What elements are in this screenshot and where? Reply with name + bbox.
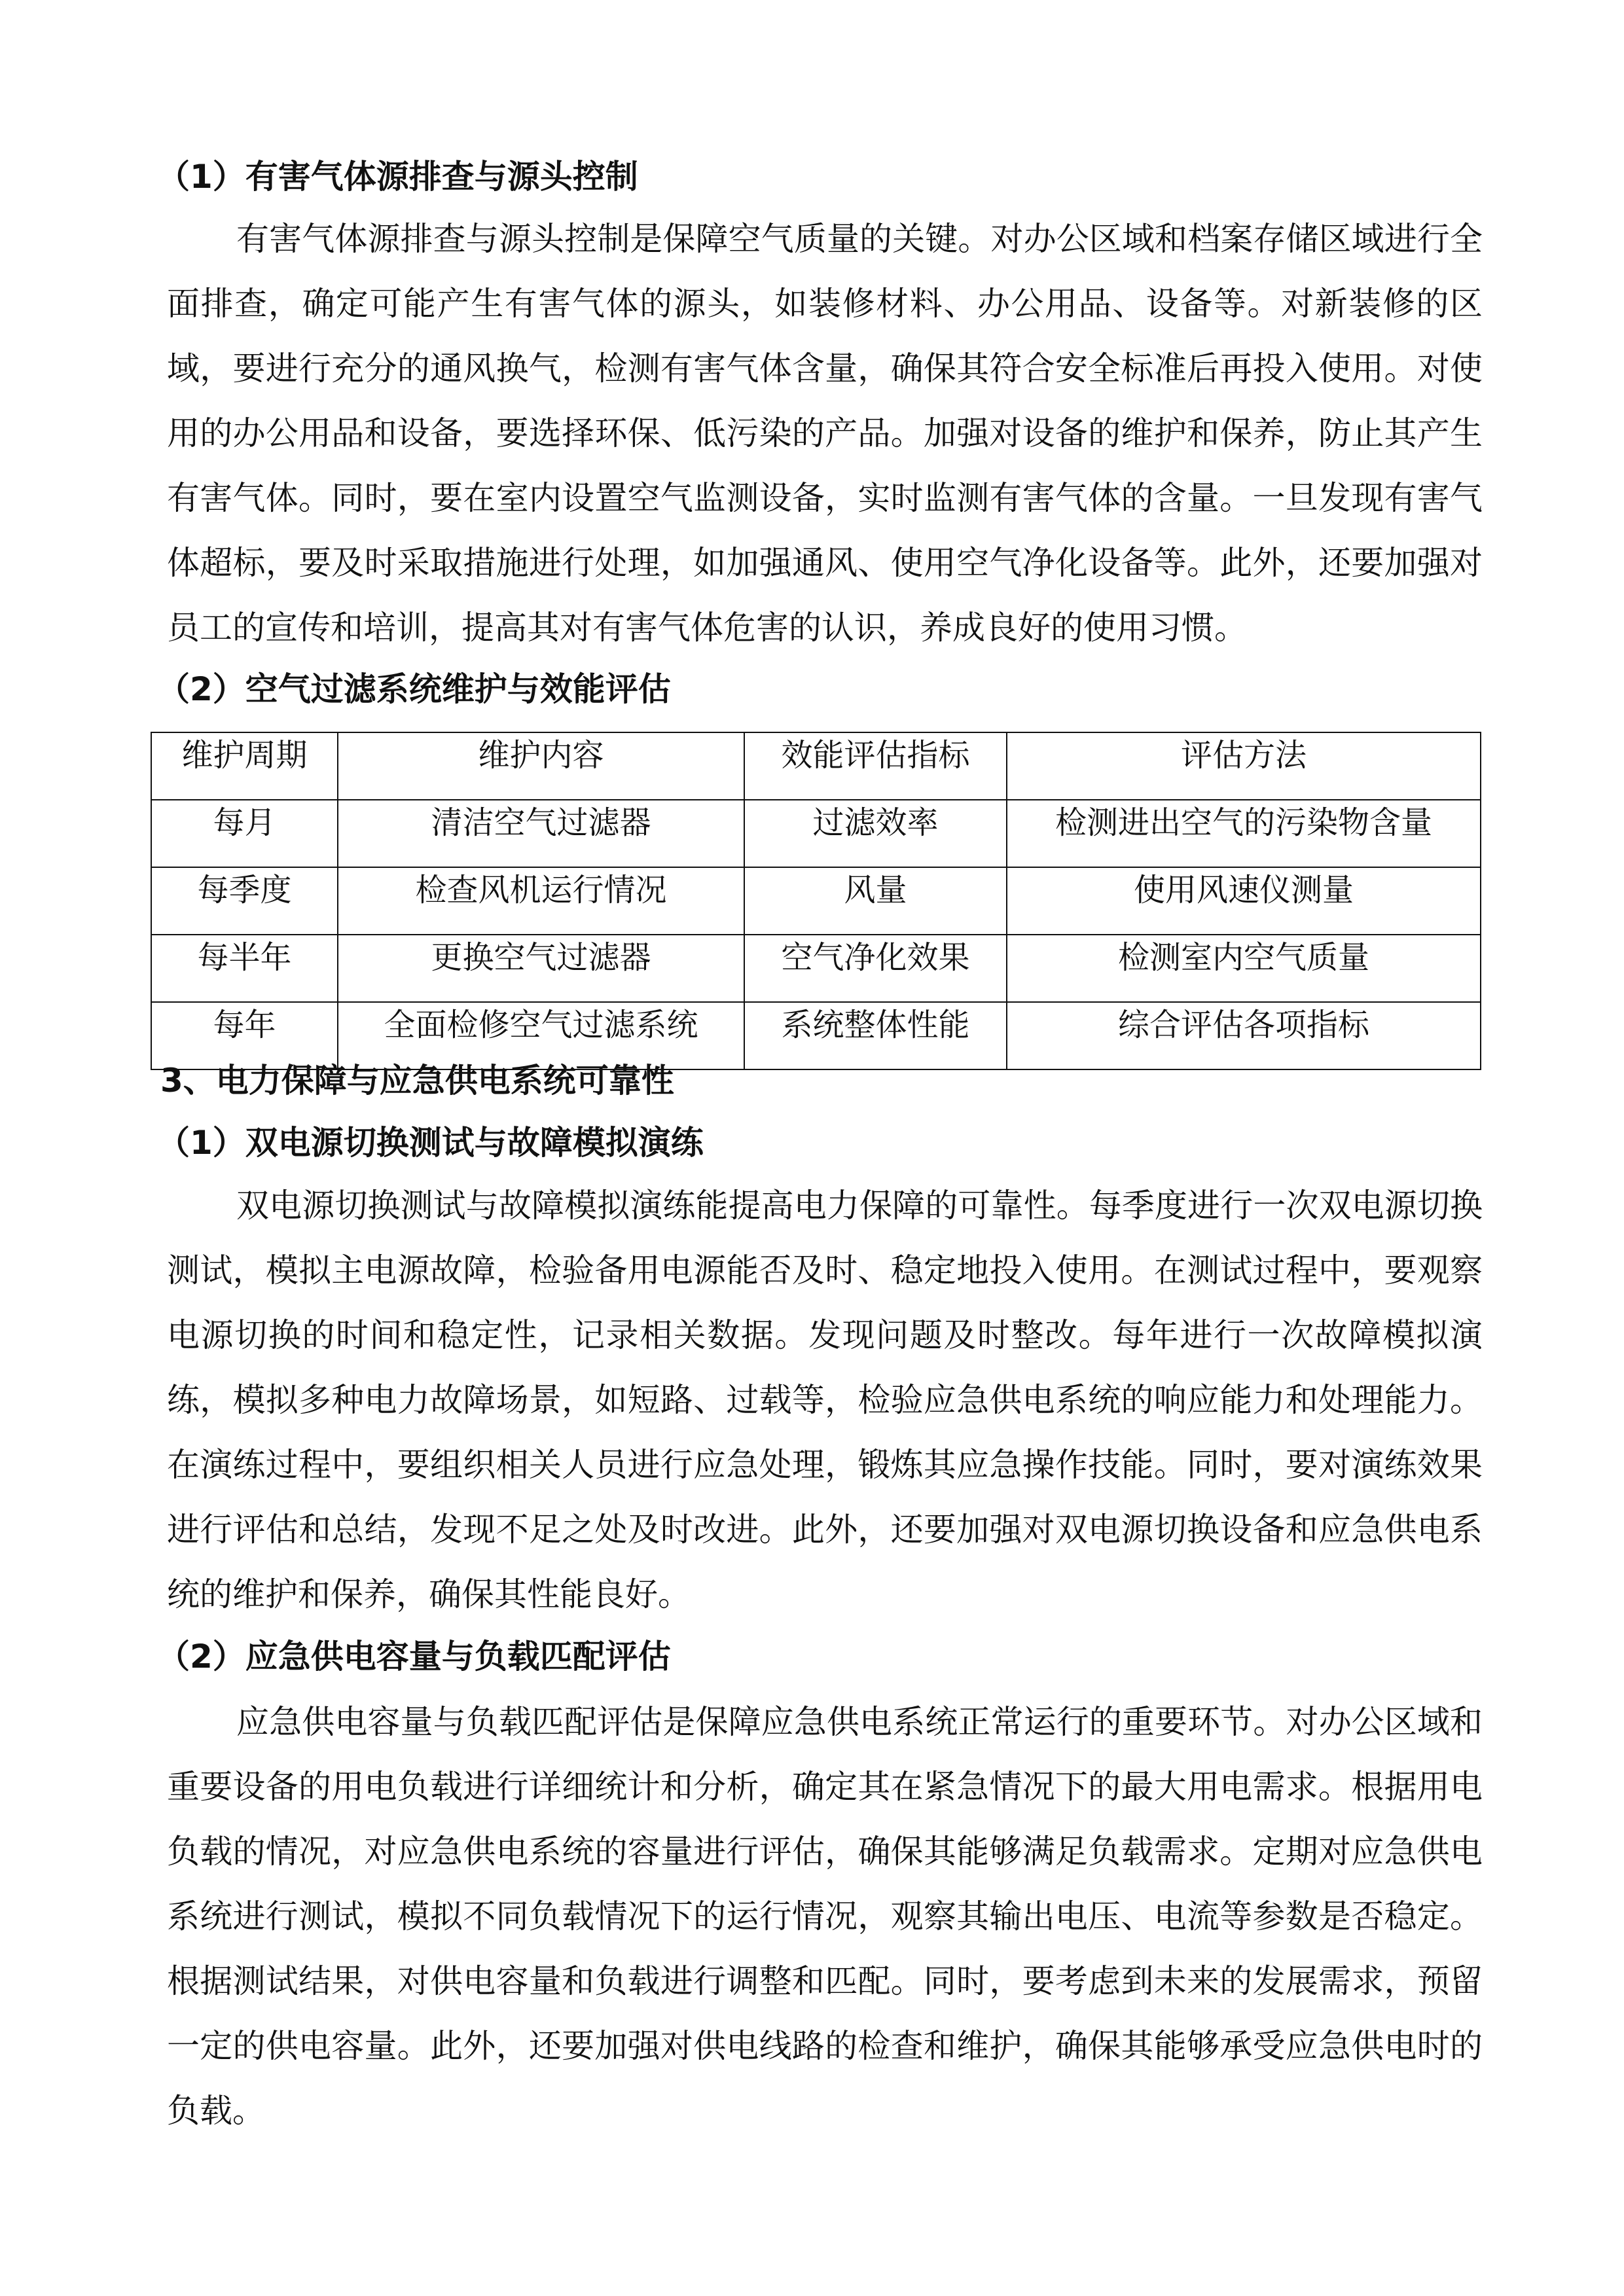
table-header-cell: 效能评估指标 xyxy=(744,732,1007,800)
text-line: 一定的供电容量。此外，还要加强对供电线路的检查和维护，确保其能够承受应急供电时的 xyxy=(167,2027,1483,2065)
section-heading-air-filter: （2）空气过滤系统维护与效能评估 xyxy=(157,670,671,708)
table-cell: 每月 xyxy=(151,800,338,867)
table-row xyxy=(151,867,1481,935)
table-header-row xyxy=(151,732,1481,800)
table-cell: 全面检修空气过滤系统 xyxy=(338,1002,744,1069)
table-row xyxy=(151,800,1481,867)
table-cell: 更换空气过滤器 xyxy=(338,935,744,1002)
table-cell: 每年 xyxy=(151,1002,338,1069)
table-cell: 检测进出空气的污染物含量 xyxy=(1007,800,1481,867)
paragraph-capacity xyxy=(167,1690,1483,2144)
table-cell: 系统整体性能 xyxy=(744,1002,1007,1069)
text-line: 负载。 xyxy=(167,2092,265,2130)
table-cell: 检查风机运行情况 xyxy=(338,867,744,935)
text-line: 在演练过程中，要组织相关人员进行应急处理，锻炼其应急操作技能。同时，要对演练效果 xyxy=(167,1446,1483,1484)
text-line: 用的办公用品和设备，要选择环保、低污染的产品。加强对设备的维护和保养，防止其产生 xyxy=(167,414,1483,452)
table-cell: 检测室内空气质量 xyxy=(1007,935,1481,1002)
maintenance-table xyxy=(151,732,1481,1070)
text-line: 统的维护和保养，确保其性能良好。 xyxy=(167,1575,691,1613)
table-cell: 每半年 xyxy=(151,935,338,1002)
section-heading-harmful-gas: （1）有害气体源排查与源头控制 xyxy=(157,158,638,196)
paragraph-harmful-gas xyxy=(167,207,1483,660)
table-row xyxy=(151,935,1481,1002)
text-line: 根据测试结果，对供电容量和负载进行调整和匹配。同时，要考虑到未来的发展需求，预留 xyxy=(167,1962,1483,2000)
table-cell: 综合评估各项指标 xyxy=(1007,1002,1481,1069)
text-line: 重要设备的用电负载进行详细统计和分析，确定其在紧急情况下的最大用电需求。根据用电 xyxy=(167,1768,1483,1806)
text-line: 练，模拟多种电力故障场景，如短路、过载等，检验应急供电系统的响应能力和处理能力。 xyxy=(167,1381,1483,1419)
text-line: 员工的宣传和培训，提高其对有害气体危害的认识，养成良好的使用习惯。 xyxy=(167,609,1247,647)
text-line: 负载的情况，对应急供电系统的容量进行评估，确保其能够满足负载需求。定期对应急供电 xyxy=(167,1833,1483,1871)
section-heading-capacity: （2）应急供电容量与负载匹配评估 xyxy=(157,1638,671,1676)
table-cell: 空气净化效果 xyxy=(744,935,1007,1002)
table-header-cell: 评估方法 xyxy=(1007,732,1481,800)
text-line: 应急供电容量与负载匹配评估是保障应急供电系统正常运行的重要环节。对办公区域和 xyxy=(236,1703,1483,1741)
text-line: 双电源切换测试与故障模拟演练能提高电力保障的可靠性。每季度进行一次双电源切换 xyxy=(236,1187,1483,1225)
table-header-cell: 维护周期 xyxy=(151,732,338,800)
table-cell: 风量 xyxy=(744,867,1007,935)
section-heading-dual-power: （1）双电源切换测试与故障模拟演练 xyxy=(157,1124,704,1162)
section-heading-power: 3、电力保障与应急供电系统可靠性 xyxy=(160,1062,674,1100)
table-cell: 清洁空气过滤器 xyxy=(338,800,744,867)
text-line: 有害气体。同时，要在室内设置空气监测设备，实时监测有害气体的含量。一旦发现有害气 xyxy=(167,479,1483,517)
table-cell: 过滤效率 xyxy=(744,800,1007,867)
table-cell: 使用风速仪测量 xyxy=(1007,867,1481,935)
text-line: 电源切换的时间和稳定性，记录相关数据。发现问题及时整改。每年进行一次故障模拟演 xyxy=(167,1316,1483,1354)
text-line: 域，要进行充分的通风换气，检测有害气体含量，确保其符合安全标准后再投入使用。对使 xyxy=(167,350,1483,387)
table-header-cell: 维护内容 xyxy=(338,732,744,800)
text-line: 面排查，确定可能产生有害气体的源头，如装修材料、办公用品、设备等。对新装修的区 xyxy=(167,285,1483,323)
paragraph-dual-power xyxy=(167,1174,1483,1627)
table-cell: 每季度 xyxy=(151,867,338,935)
text-line: 系统进行测试，模拟不同负载情况下的运行情况，观察其输出电压、电流等参数是否稳定。 xyxy=(167,1897,1483,1935)
text-line: 进行评估和总结，发现不足之处及时改进。此外，还要加强对双电源切换设备和应急供电系 xyxy=(167,1511,1483,1549)
text-line: 体超标，要及时采取措施进行处理，如加强通风、使用空气净化设备等。此外，还要加强对 xyxy=(167,544,1483,582)
text-line: 测试，模拟主电源故障，检验备用电源能否及时、稳定地投入使用。在测试过程中，要观察 xyxy=(167,1251,1483,1289)
text-line: 有害气体源排查与源头控制是保障空气质量的关键。对办公区域和档案存储区域进行全 xyxy=(236,220,1483,258)
